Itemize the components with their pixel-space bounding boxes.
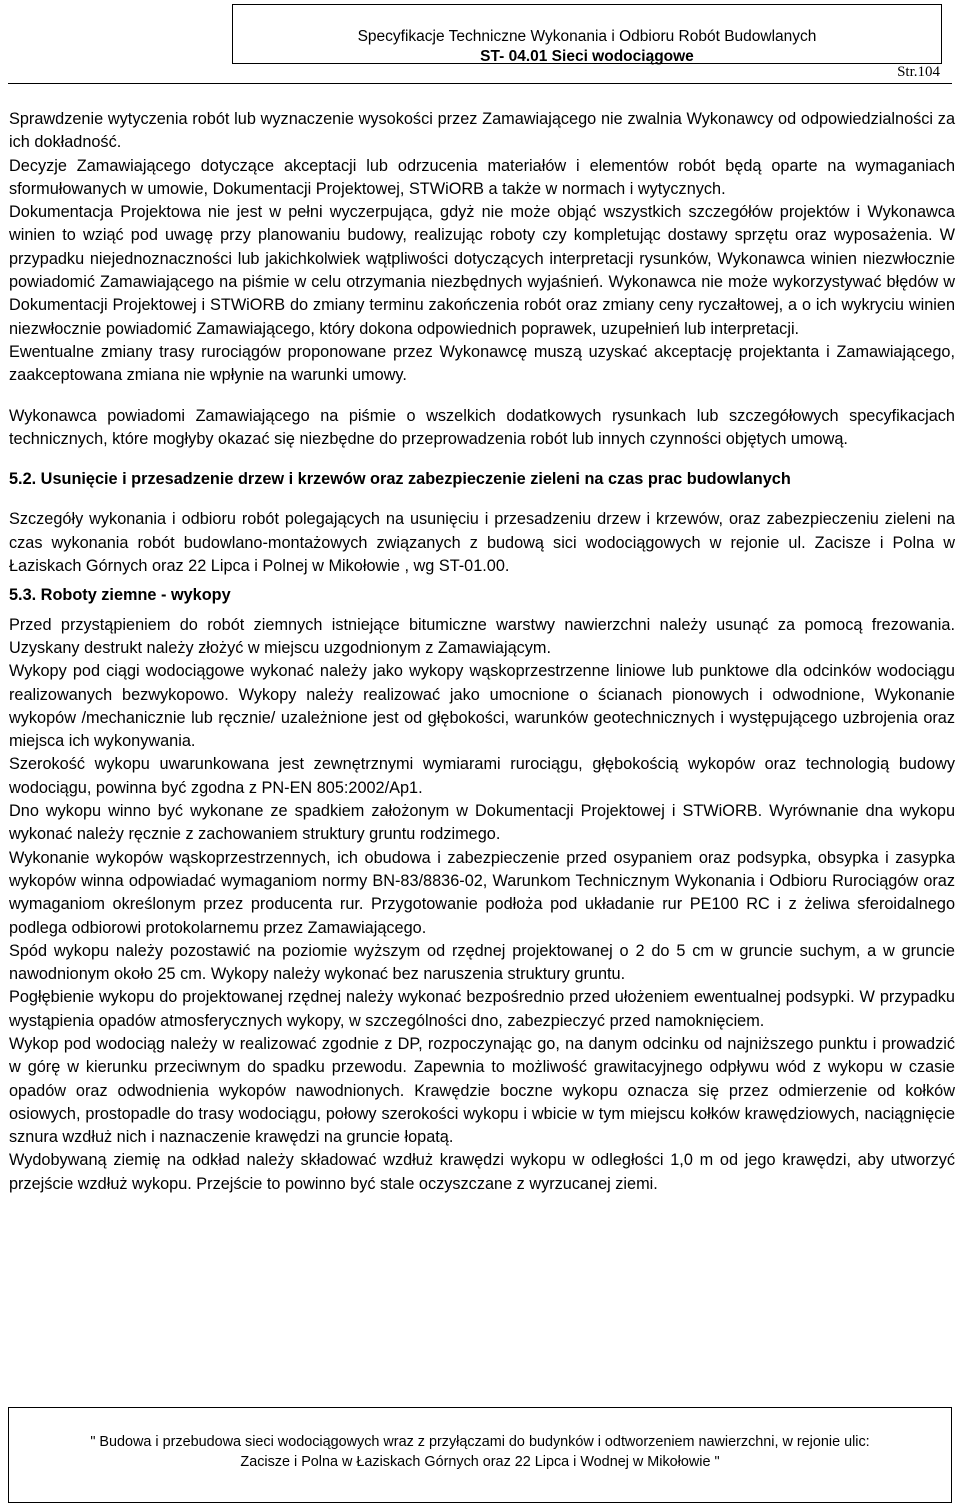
document-body bbox=[9, 108, 955, 1196]
paragraph-spoil: Wydobywaną ziemię na odkład należy składować wzdłuż krawędzi wykopu w odległości 1,0 m od jego krawędzi, aby utworzyć przejście wzdłuż wykopu. Przejście to powinno być stale oczyszczane z wyrzucanej ziemi. bbox=[9, 1151, 955, 1193]
section-heading-5-2: 5.2. Usunięcie i przesadzenie drzew i krzewów oraz zabezpieczenie zieleni na czas prac budowlanych bbox=[9, 470, 791, 489]
paragraph-bottom: Dno wykopu winno być wykonane ze spadkiem założonym w Dokumentacji Projektowej i STWiORB. Wyrównanie dna wykopu wykonać należy ręcznie z zachowaniem struktury gruntu rodzimego. bbox=[9, 802, 955, 844]
paragraph-verification: Sprawdzenie wytyczenia robót lub wyznaczenie wysokości przez Zamawiającego nie zwalnia Wykonawcy od odpowiedzialności za ich dokładność. bbox=[9, 110, 955, 152]
paragraph-notification: Wykonawca powiadomi Zamawiającego na piśmie o wszelkich dodatkowych rysunkach lub szczegółowych specyfikacjach technicznych, które mogłyby okazać się niezbędne do przeprowadzenia robót lub innych czynności objętych umową. bbox=[9, 406, 955, 448]
document-header bbox=[232, 4, 942, 64]
paragraph-trench-floor: Spód wykopu należy pozostawić na poziomie wyższym od rzędnej projektowanej o 2 do 5 cm w gruncie suchym, a w gruncie nawodnionym około 25 cm. Wykopy należy wykonać bez naruszenia struktury gruntu. bbox=[9, 941, 955, 984]
section-heading-5-3: 5.3. Roboty ziemne - wykopy bbox=[9, 586, 231, 605]
paragraph-trench-execution: Wykop pod wodociąg należy w realizować zgodnie z DP, rozpoczynając go, na danym odcinku od najniższego punktu i prowadzić w górę w kierunku przeciwnym do spadku przewodu. Zapewnia to możliwość grawitacyjnego odpływu wód z wykopu w czasie opadów oraz odwodnienia wykopów nawodnionych. Krawędzie boczne wykopu oznacza się przez odmierzenie od kołków osiowych, prostopadle do trasy wodociągu, połowy szerokości wykopu i wbicie w tym miejscu kołków krawędziowych, naciągnięcie sznura wzdłuż nich i naznaczenie krawędzi na gruncie łopatą. bbox=[9, 1034, 955, 1147]
paragraph-milling: Przed przystąpieniem do robót ziemnych istniejące bitumiczne warstwy nawierzchni należy usunąć za pomocą frezowania. Uzyskany destrukt należy złożyć w miejscu uzgodnionym z Zamawiającym. bbox=[9, 615, 955, 657]
paragraph-documentation: Dokumentacja Projektowa nie jest w pełni wyczerpująca, gdyż nie może objąć wszystkich szczegółów projektów i Wykonawca winien to wziąć pod uwagę przy planowaniu budowy, realizując roboty czy kompletując dostawy sprzętu oraz wyposażenia. W przypadku niejednoznaczności lub jakichkolwiek wątpliwości dotyczących interpretacji rysunków, Wykonawca winien niezwłocznie powiadomić Zamawiającego na piśmie w celu otrzymania niezbędnych wyjaśnień. Wykonawca nie może wykorzystywać błędów w Dokumentacji Projektowej i STWiORB do zmiany terminu zakończenia robót oraz zmiany ceny ryczałtowej, a o ich wykryciu winien niezwłocznie powiadomić Zamawiającego, który dokona odpowiednich poprawek, uzupełnień lub interpretacji. bbox=[9, 203, 955, 338]
paragraph-deepening: Pogłębienie wykopu do projektowanej rzędnej należy wykonać bezpośrednio przed ułożeniem ewentualnej podsypki. W przypadku wystąpienia opadów atmosferycznych wykopy, w szczególności dno, zabezpieczyć przed namoknięciem. bbox=[9, 988, 955, 1030]
page-number: Str.104 bbox=[897, 64, 940, 80]
paragraph-narrow-trenches: Wykonanie wykopów wąskoprzestrzennych, ich obudowa i zabezpieczenie przed osypaniem oraz podsypka, obsypka i zasypka wykopów winna odpowiadać wymaganiom normy BN-83/8836-02, Warunkom Technicznym Wykonania i Odbioru Rurociągów oraz wymaganiom określonym przez producenta rur. Przygotowanie podłoża pod układanie rur PE100 RC i z żeliwa sferoidalnego podlega odbiorowi protokolarnemu przez Zamawiającego. bbox=[9, 848, 955, 937]
paragraph-route-changes: Ewentualne zmiany trasy rurociągów proponowane przez Wykonawcę muszą uzyskać akceptację projektanta i Zamawiającego, zaakceptowana zmiana nie wpłynie na warunki umowy. bbox=[9, 342, 955, 385]
paragraph-trenches: Wykopy pod ciągi wodociągowe wykonać należy jako wykopy wąskoprzestrzenne liniowe lub punktowe dla odcinków wodociągu realizowanych bezwykopowo. Wykopy należy realizować jako umocnione o ścianach pionowych i odwodnione, Wykonanie wykopów /mechanicznie lub ręcznie/ uzależnione jest od głębokości, warunków geotechnicznych i występującego uzbrojenia oraz miejsca ich wykonywania. bbox=[9, 662, 955, 751]
footer-line-1: " Budowa i przebudowa sieci wodociągowych wraz z przyłączami do budynków i odtworzeniem nawierzchni, w rejonie ulic: bbox=[90, 1434, 870, 1450]
footer-line-2: Zacisze i Polna w Łaziskach Górnych oraz 22 Lipca i Wodnej w Mikołowie " bbox=[240, 1454, 720, 1470]
document-footer bbox=[8, 1407, 952, 1503]
paragraph-width: Szerokość wykopu uwarunkowana jest zewnętrznymi wymiarami rurociągu, głębokością wykopów oraz technologią budowy wodociągu, powinna być zgodna z PN-EN 805:2002/Ap1. bbox=[9, 755, 955, 797]
header-divider bbox=[8, 83, 952, 84]
paragraph-trees: Szczegóły wykonania i odbioru robót polegających na usunięciu i przesadzeniu drzew i krzewów, oraz zabezpieczeniu zieleni na czas wykonania robót budowlano-montażowych związanych z budową sici wodociągowych w rejonie ul. Zacisze i Polna w Łaziskach Górnych oraz 22 Lipca i Polnej w Mikołowie , wg ST-01.00. bbox=[9, 510, 955, 576]
header-title: Specyfikacje Techniczne Wykonania i Odbioru Robót Budowlanych bbox=[357, 28, 817, 45]
paragraph-decisions: Decyzje Zamawiającego dotyczące akceptacji lub odrzucenia materiałów i elementów robót będą oparte na wymaganiach sformułowanych w umowie, Dokumentacji Projektowej, STWiORB a także w normach i wytycznych. bbox=[9, 156, 955, 198]
header-subtitle: ST- 04.01 Sieci wodociągowe bbox=[480, 48, 694, 65]
